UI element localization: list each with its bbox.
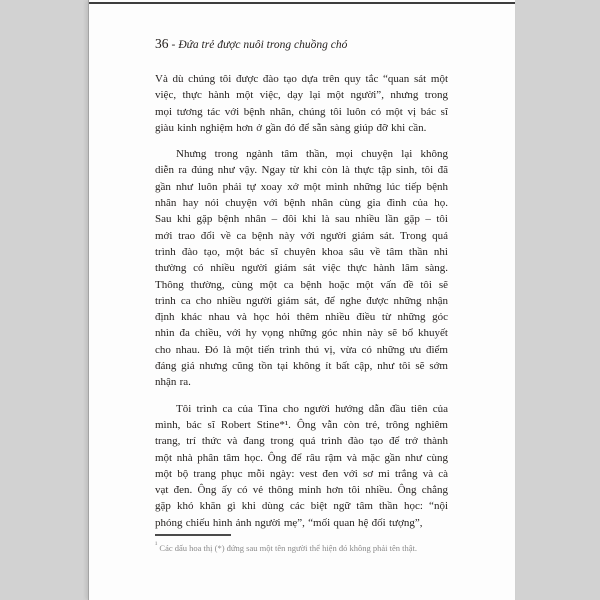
text-line: đáng giá nhưng cũng tồn tại không ít bất cập, như tôi sẽ sớm <box>155 360 448 373</box>
text-line: việc, thực hành một việc, dạy lại một người”, nhưng trong <box>155 89 448 102</box>
book-title: Đứa trẻ được nuôi trong chuồng chó <box>178 39 348 51</box>
footnote-text: Các dấu hoa thị (*) đứng sau một tên người thể hiện đó không phải tên thật. <box>159 542 417 553</box>
text-line: Và dù chúng tôi được đào tạo dựa trên quy tắc “quan sát một <box>155 73 448 85</box>
page-top-edge-line <box>89 2 515 4</box>
page-number: 36 <box>155 36 169 51</box>
text-line: Sau khi gặp bệnh nhân – đôi khi là sau nhiều lần gặp – tôi <box>155 213 448 226</box>
text-line: mọi tương tác với bệnh nhân, chúng tôi luôn có một vị bác sĩ <box>155 105 448 118</box>
text-line: nhận ra. <box>155 376 191 389</box>
text-line: mới trao đổi về ca bệnh này với người giám sát. Trong quá <box>155 229 448 242</box>
text-line: cho nhau. Đó là một tiến trình thú vị, vừa có những ưu điểm <box>155 343 448 356</box>
text-line: giàu kinh nghiệm hơn ở gần đó để sẵn sàng giúp đỡ khi cần. <box>155 121 427 134</box>
text-line: định khác nhau và học hỏi thêm nhiều điều từ những góc <box>155 311 448 324</box>
text-line: gặp khó khăn gì khi dùng các biệt ngữ tâm thần học: “nội <box>155 500 448 513</box>
paragraph <box>155 401 448 531</box>
text-line: diễn ra đúng như vậy. Ngay từ khi còn là thực tập sinh, tôi đã <box>155 164 448 177</box>
text-line: gần như luôn phải tự xoay xở một mình những lúc tiếp bệnh <box>155 180 448 193</box>
page-header <box>155 35 347 53</box>
footnote <box>155 539 455 554</box>
text-line: mình, bác sĩ Robert Stine*¹. Ông vẫn còn trẻ, trông nghiêm <box>155 418 448 431</box>
footnote-marker: ¹ <box>155 540 158 550</box>
paragraph <box>155 71 448 136</box>
book-page <box>88 0 515 600</box>
text-line: thường có nhiều người giám sát việc thực hành lâm sàng. <box>155 262 448 275</box>
text-line: Tôi trình ca của Tina cho người hướng dẫn đầu tiên của <box>176 402 448 415</box>
body-text <box>155 71 448 531</box>
page-body <box>155 71 448 554</box>
text-line: Thông thường, cùng một ca bệnh hoặc một vấn đề tôi sẽ <box>155 278 448 291</box>
paragraph <box>155 146 448 390</box>
text-line: Nhưng trong ngành tâm thần, mọi chuyện lại không <box>176 148 448 161</box>
footnote-divider <box>155 534 231 536</box>
text-line: trình ca cho nhiều người giám sát, để nghe được những nhận <box>155 294 448 307</box>
text-line: trang, trí thức và đang trong quá trình đào tạo để trở thành <box>155 435 448 448</box>
text-line: một bộ trang phục mỗi ngày: vest đen với sơ mi trắng và cà <box>155 467 448 480</box>
header-separator: - <box>171 39 176 51</box>
text-line: phóng chiếu hình ảnh người mẹ”, “mối quan hệ đối tượng”, <box>155 516 423 529</box>
text-line: nhân hay nói chuyện với bệnh nhân cùng gia đình của họ. <box>155 197 448 210</box>
text-line: một nhà phân tâm học. Ông để râu rậm và mặc gần như cùng <box>155 451 448 464</box>
text-line: trình đào tạo, một bác sĩ chuyên khoa sâu về tâm thần nhi <box>155 245 448 258</box>
text-line: vạt đen. Ông ấy có vẻ thông minh hơn tôi nhiều. Ông chẳng <box>155 484 448 497</box>
text-line: nhìn đa chiều, với hy vọng những góc nhìn này sẽ bổ khuyết <box>155 327 448 340</box>
